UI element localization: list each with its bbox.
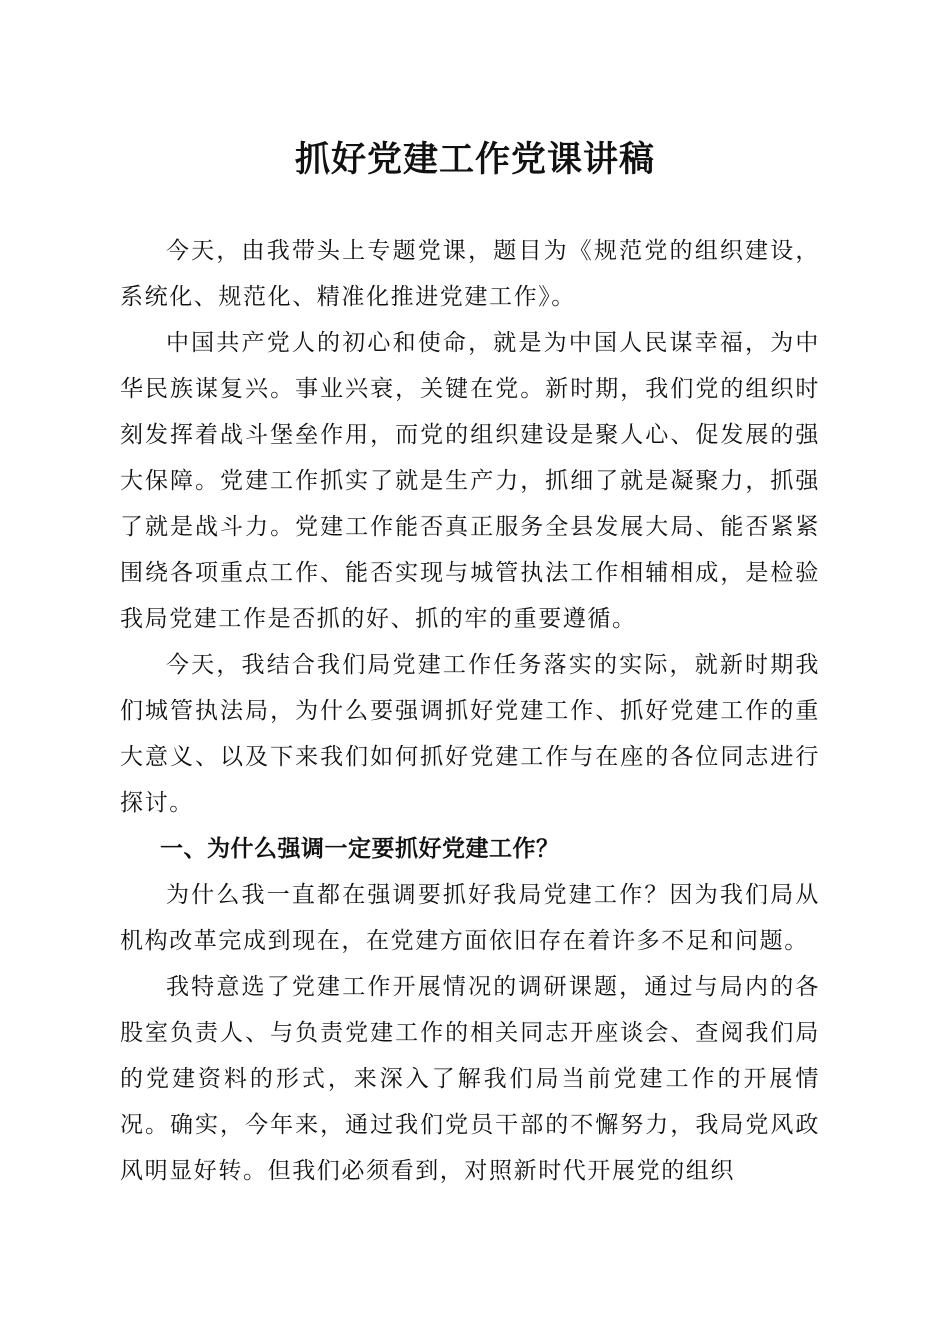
paragraph-research: 我特意选了党建工作开展情况的调研课题，通过与局内的各股室负责人、与负责党建工作的相关同志开座谈会、查阅我们局的党建资料的形式，来深入了解我们局当前党建工作的开展情况。确实，今年来，通过我们党员干部的不懈努力，我局党风政风明显好转。但我们必须看到，对照新时代开展党的组织: [120, 974, 820, 1184]
document-body: [120, 228, 820, 1194]
section-heading-1: 一、为什么强调一定要抓好党建工作？: [160, 836, 560, 862]
paragraph-why: 为什么我一直都在强调要抓好我局党建工作？因为我们局从机构改革完成到现在，在党建方面依旧存在着许多不足和问题。: [120, 882, 820, 954]
paragraph-discussion: 今天，我结合我们局党建工作任务落实的实际，就新时期我们城管执法局，为什么要强调抓好党建工作、抓好党建工作的重大意义、以及下来我们如何抓好党建工作与在座的各位同志进行探讨。: [120, 652, 820, 816]
paragraph-mission: 中国共产党人的初心和使命，就是为中国人民谋幸福，为中华民族谋复兴。事业兴衰，关键在党。新时期，我们党的组织时刻发挥着战斗堡垒作用，而党的组织建设是聚人心、促发展的强大保障。党建工作抓实了就是生产力，抓细了就是凝聚力，抓强了就是战斗力。党建工作能否真正服务全县发展大局、能否紧紧围绕各项重点工作、能否实现与城管执法工作相辅相成，是检验我局党建工作是否抓的好、抓的牢的重要遵循。: [120, 330, 820, 632]
document-title: 抓好党建工作党课讲稿: [294, 139, 655, 180]
paragraph-intro: 今天，由我带头上专题党课，题目为《规范党的组织建设，系统化、规范化、精准化推进党建工作》。: [120, 238, 820, 310]
